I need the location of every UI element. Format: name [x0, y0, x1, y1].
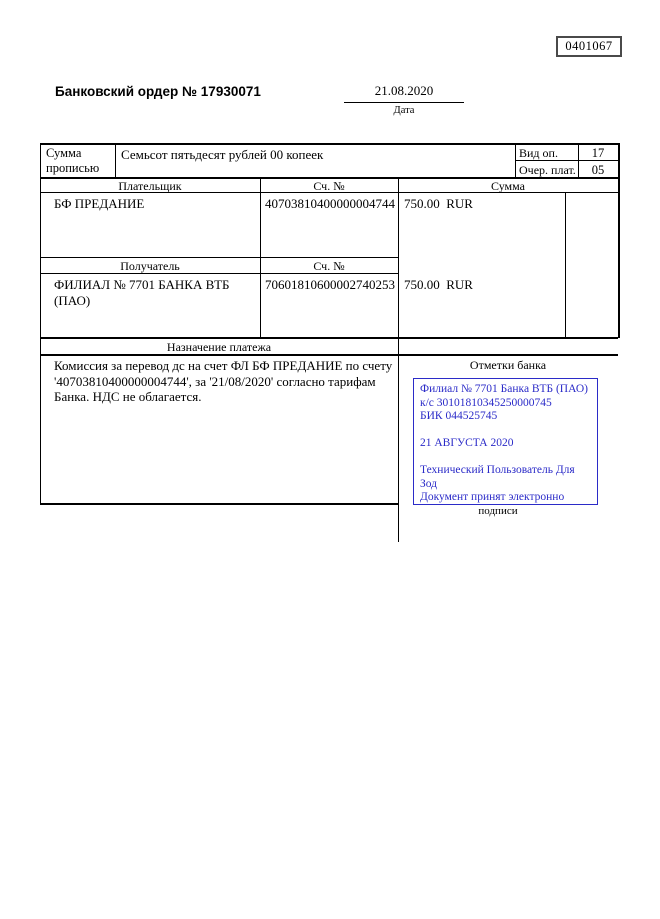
recipient-name: ФИЛИАЛ № 7701 БАНКА ВТБ (ПАО): [54, 277, 230, 308]
stamp-line: БИК 044525745: [420, 410, 498, 422]
stamp-line: Документ принят электронно: [420, 491, 565, 503]
purpose-text: Комиссия за перевод дс на счет ФЛ БФ ПРЕДАНИЕ по счету '40703810400000004744', за '21/08/2020' согласно тарифам Банка. НДС не облагается.: [54, 358, 393, 404]
amount-words-value: Семьсот пятьдесят рублей 00 копеек: [121, 147, 324, 162]
signatures-label: подписи: [478, 505, 518, 517]
bank-marks-header: Отметки банка: [469, 358, 547, 372]
date-value: 21.08.2020: [344, 83, 464, 103]
amount-words-label-divider: [115, 143, 116, 178]
purpose-cell-bottom-border: [40, 503, 398, 505]
purpose-header: Назначение платежа: [166, 340, 272, 354]
bank-stamp: [413, 378, 598, 505]
form-code-box: [556, 36, 622, 57]
table-top-border: [40, 143, 620, 145]
date-block: [344, 83, 464, 116]
amount-sub-divider: [565, 192, 566, 338]
column-header-amount: Сумма: [491, 179, 525, 193]
column-header-payer: Плательщик: [118, 179, 182, 193]
stamp-line: Технический Пользователь Для: [420, 464, 575, 476]
form-code: 0401067: [565, 39, 613, 53]
stamp-line: Филиал № 7701 Банка ВТБ (ПАО): [420, 383, 588, 395]
priority-value: 05: [591, 163, 605, 177]
date-label: Дата: [393, 105, 415, 116]
priority-label: Очер. плат.: [519, 163, 576, 177]
column-header-recipient: Получатель: [120, 259, 180, 273]
payer-name: БФ ПРЕДАНИЕ: [54, 196, 145, 211]
column-header-account2: Сч. №: [313, 259, 345, 273]
payer-account: 40703810400000004744: [265, 196, 395, 211]
purpose-header-top-border: [40, 337, 618, 339]
op-label-divider: [515, 143, 516, 178]
recipient-account: 70601810600002740253: [265, 277, 395, 292]
document-title: Банковский ордер № 17930071: [55, 84, 261, 99]
stamp-line: 21 АВГУСТА 2020: [420, 437, 514, 449]
payer-account-divider: [260, 177, 261, 338]
recipient-amount: 750.00 RUR: [404, 277, 473, 292]
table-right-border: [618, 143, 620, 338]
column-header-account: Сч. №: [313, 179, 345, 193]
stamp-line: Зод: [420, 477, 438, 490]
stamp-line: [420, 424, 597, 438]
amount-words-label: Сумма прописью: [46, 146, 100, 175]
op-type-label: Вид оп.: [519, 146, 558, 160]
payer-amount: 750.00 RUR: [404, 196, 473, 211]
stamp-line: [420, 451, 597, 465]
stamp-line: к/с 30101810345250000745: [420, 396, 552, 409]
recipient-header-top-border: [40, 257, 398, 258]
op-type-value: 17: [591, 146, 605, 160]
table-left-border: [40, 143, 41, 505]
